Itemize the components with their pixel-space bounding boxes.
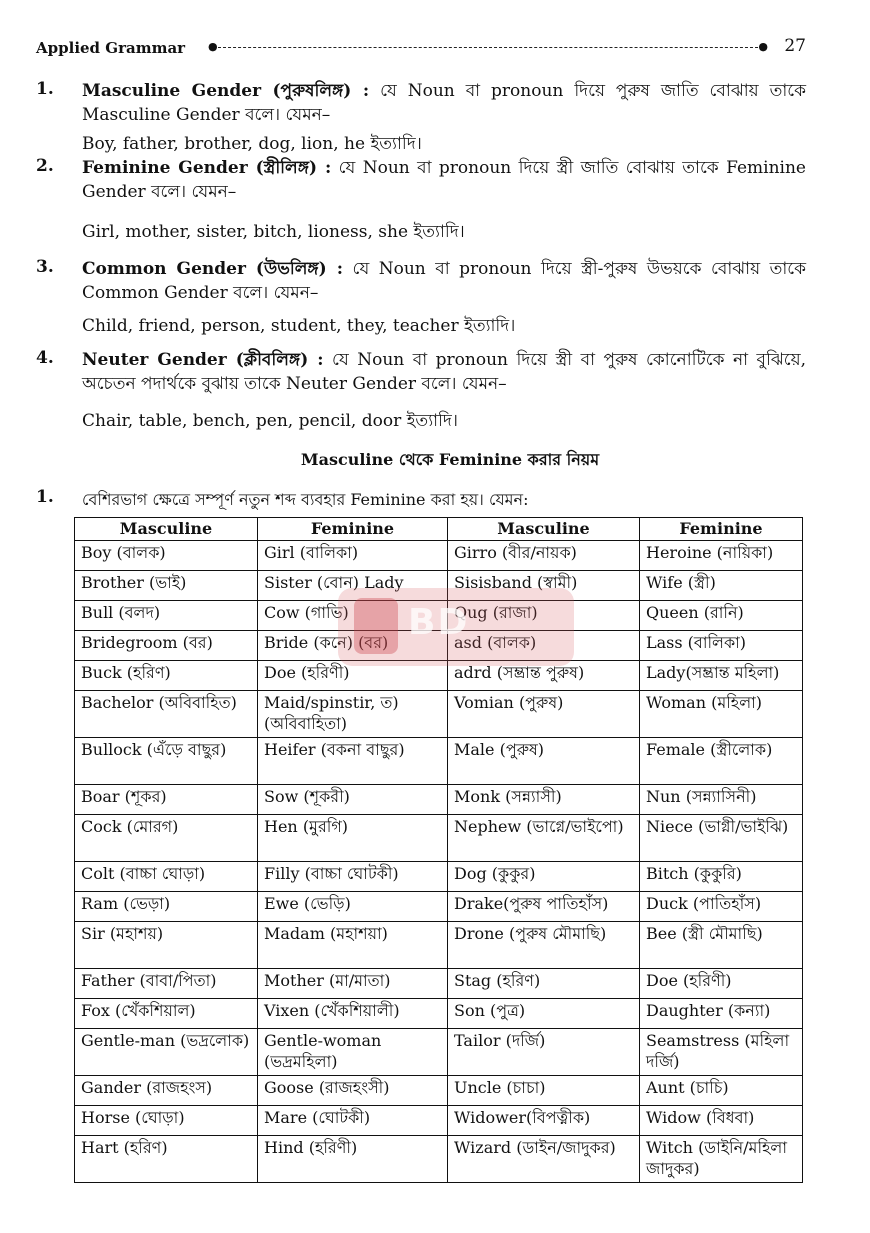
masculine-cell: Gentle-man (ভদ্রলোক) (75, 1029, 258, 1076)
feminine-cell: Maid/spinstir, ত) (অবিবাহিতা) (258, 691, 448, 738)
masculine-cell: Wizard (ডাইন/জাদুকর) (448, 1136, 640, 1183)
rule-text: যে Noun বা pronoun দিয়ে পুরুষ জাতি বোঝায় তাকে Masculine Gender বলে। যেমন– (82, 81, 807, 125)
rule-heading: Masculine Gender (পুরুষলিঙ্গ) : (82, 81, 370, 101)
masculine-cell: Nephew (ভাগ্নে/ভাইপো) (448, 815, 640, 862)
rule-definition (82, 348, 806, 396)
table-row (75, 541, 803, 571)
masculine-cell: Vomian (পুরুষ) (448, 691, 640, 738)
rule-heading: Neuter Gender (ক্লীবলিঙ্গ) : (82, 350, 324, 370)
masculine-cell: Boy (বালক) (75, 541, 258, 571)
rule-text: বেশিরভাগ ক্ষেত্রে সম্পূর্ণ নতুন শব্দ ব্যবহার Feminine করা হয়। যেমন: (82, 490, 529, 509)
masculine-cell: asd (বালক) (448, 631, 640, 661)
feminine-cell: Daughter (কন্যা) (640, 999, 803, 1029)
masculine-cell: Boar (শূকর) (75, 785, 258, 815)
masculine-cell: Sir (মহাশয়) (75, 922, 258, 969)
table-row (75, 631, 803, 661)
feminine-cell: Seamstress (মহিলা দর্জি) (640, 1029, 803, 1076)
feminine-cell: Sister (বোন) Lady (258, 571, 448, 601)
feminine-cell: Lady(সম্ভ্রান্ত মহিলা) (640, 661, 803, 691)
feminine-cell: Ewe (ভেড়ি) (258, 892, 448, 922)
masculine-cell: Bachelor (অবিবাহিত) (75, 691, 258, 738)
table-row (75, 571, 803, 601)
masculine-cell: Male (পুরুষ) (448, 738, 640, 785)
feminine-cell: Girl (বালিকা) (258, 541, 448, 571)
feminine-cell: Doe (হরিণী) (258, 661, 448, 691)
bullet-icon: ● (758, 40, 768, 53)
table-row (75, 862, 803, 892)
feminine-cell: Heifer (বকনা বাছুর) (258, 738, 448, 785)
bullet-icon: ● (208, 40, 218, 53)
table-row (75, 785, 803, 815)
feminine-cell: Goose (রাজহংসী) (258, 1076, 448, 1106)
masculine-cell: Buck (হরিণ) (75, 661, 258, 691)
watermark-text: BD (408, 602, 470, 643)
rule-definition (82, 79, 806, 127)
masculine-cell: Dog (কুকুর) (448, 862, 640, 892)
masculine-cell: Ram (ভেড়া) (75, 892, 258, 922)
masculine-cell: adrd (সম্ভ্রান্ত পুরুষ) (448, 661, 640, 691)
masculine-cell: Hart (হরিণ) (75, 1136, 258, 1183)
table-header-row (75, 518, 803, 541)
feminine-cell: Doe (হরিণী) (640, 969, 803, 999)
feminine-cell: Aunt (চাচি) (640, 1076, 803, 1106)
feminine-cell: Hind (হরিণী) (258, 1136, 448, 1183)
table-row (75, 999, 803, 1029)
feminine-cell: Sow (শূকরী) (258, 785, 448, 815)
feminine-cell: Queen (রানি) (640, 601, 803, 631)
masculine-cell: Monk (সন্ন্যাসী) (448, 785, 640, 815)
masculine-cell: Son (পুত্র) (448, 999, 640, 1029)
rule-definition (82, 257, 806, 305)
feminine-cell: Filly (বাচ্চা ঘোটকী) (258, 862, 448, 892)
masculine-cell: Bridegroom (বর) (75, 631, 258, 661)
column-header: Masculine (75, 518, 258, 541)
table-body (75, 541, 803, 1183)
masculine-cell: Drone (পুরুষ মৌমাছি) (448, 922, 640, 969)
feminine-cell: Female (স্ত্রীলোক) (640, 738, 803, 785)
masculine-cell: Gander (রাজহংস) (75, 1076, 258, 1106)
table-row (75, 601, 803, 631)
table-row (75, 969, 803, 999)
table-row (75, 1029, 803, 1076)
feminine-cell: Nun (সন্ন্যাসিনী) (640, 785, 803, 815)
masculine-cell: Colt (বাচ্চা ঘোড়া) (75, 862, 258, 892)
masculine-cell: Stag (হরিণ) (448, 969, 640, 999)
masculine-cell: Horse (ঘোড়া) (75, 1106, 258, 1136)
masculine-cell: Drake(পুরুষ পাতিহাঁস) (448, 892, 640, 922)
feminine-cell: Widow (বিধবা) (640, 1106, 803, 1136)
masculine-cell: Brother (ভাই) (75, 571, 258, 601)
feminine-cell: Woman (মহিলা) (640, 691, 803, 738)
masculine-cell: Cock (মোরগ) (75, 815, 258, 862)
rule-number: 3. (36, 257, 54, 277)
masculine-cell: Bull (বলদ) (75, 601, 258, 631)
feminine-cell: Bee (স্ত্রী মৌমাছি) (640, 922, 803, 969)
table-row (75, 1106, 803, 1136)
rule-examples: Girl, mother, sister, bitch, lioness, she ইত্যাদি। (82, 222, 465, 242)
masculine-cell: Father (বাবা/পিতা) (75, 969, 258, 999)
feminine-cell: Lass (বালিকা) (640, 631, 803, 661)
masculine-cell: Fox (খেঁকশিয়াল) (75, 999, 258, 1029)
running-title: Applied Grammar (36, 39, 186, 57)
rule-text: যে Noun বা pronoun দিয়ে স্ত্রী জাতি বোঝায় তাকে Feminine Gender বলে। যেমন– (82, 158, 806, 202)
gender-table (74, 517, 803, 1183)
feminine-cell: Wife (স্ত্রী) (640, 571, 803, 601)
rule-examples: Boy, father, brother, dog, lion, he ইত্যাদি। (82, 134, 422, 154)
rule-examples: Chair, table, bench, pen, pencil, door ইত্যাদি। (82, 411, 458, 431)
feminine-cell: Cow (গাভি) (258, 601, 448, 631)
page-number: 27 (784, 36, 806, 56)
feminine-cell: Bitch (কুকুরি) (640, 862, 803, 892)
masculine-cell: Bullock (এঁড়ে বাছুর) (75, 738, 258, 785)
feminine-cell: Mother (মা/মাতা) (258, 969, 448, 999)
feminine-cell: Madam (মহাশয়া) (258, 922, 448, 969)
masculine-cell: Tailor (দর্জি) (448, 1029, 640, 1076)
column-header: Feminine (258, 518, 448, 541)
table-row (75, 892, 803, 922)
rule-number: 1. (36, 487, 54, 507)
masculine-cell: Uncle (চাচা) (448, 1076, 640, 1106)
feminine-cell: Duck (পাতিহাঁস) (640, 892, 803, 922)
rule-number: 4. (36, 348, 54, 368)
header-dashed-rule (218, 47, 758, 48)
rule-number: 1. (36, 79, 54, 99)
table-row (75, 1136, 803, 1183)
column-header: Masculine (448, 518, 640, 541)
rule-text: যে Noun বা pronoun দিয়ে স্ত্রী বা পুরুষ কোনোটিকে না বুঝিয়ে, অচেতন পদার্থকে বুঝায় তাকে Neuter Gender বলে। যেমন– (82, 350, 806, 394)
feminine-cell: Bride (কনে) (বর) (258, 631, 448, 661)
feminine-cell: Hen (মুরগি) (258, 815, 448, 862)
rule-heading: Common Gender (উভলিঙ্গ) : (82, 259, 344, 279)
rule-number: 2. (36, 156, 54, 176)
table-row (75, 738, 803, 785)
section-title: Masculine থেকে Feminine করার নিয়ম (300, 450, 600, 469)
masculine-cell: Girro (বীর/নায়ক) (448, 541, 640, 571)
masculine-cell: Qug (রাজা) (448, 601, 640, 631)
table-row (75, 661, 803, 691)
feminine-cell: Niece (ভাগ্নী/ভাইঝি) (640, 815, 803, 862)
feminine-cell: Heroine (নায়িকা) (640, 541, 803, 571)
rule-heading: Feminine Gender (স্ত্রীলিঙ্গ) : (82, 158, 332, 178)
rule-definition (82, 156, 806, 204)
feminine-cell: Vixen (খেঁকশিয়ালী) (258, 999, 448, 1029)
masculine-cell: Widower(বিপত্নীক) (448, 1106, 640, 1136)
column-header: Feminine (640, 518, 803, 541)
table-row (75, 1076, 803, 1106)
table-row (75, 815, 803, 862)
page-header (36, 36, 806, 60)
feminine-cell: Mare (ঘোটকী) (258, 1106, 448, 1136)
feminine-cell: Gentle-woman (ভদ্রমহিলা) (258, 1029, 448, 1076)
feminine-cell: Witch (ডাইনি/মহিলা জাদুকর) (640, 1136, 803, 1183)
masculine-cell: Sisisband (স্বামী) (448, 571, 640, 601)
rule-text: যে Noun বা pronoun দিয়ে স্ত্রী-পুরুষ উভয়কে বোঝায় তাকে Common Gender বলে। যেমন– (82, 259, 807, 303)
table-row (75, 691, 803, 738)
rule-examples: Child, friend, person, student, they, teacher ইত্যাদি। (82, 316, 516, 336)
table-row (75, 922, 803, 969)
